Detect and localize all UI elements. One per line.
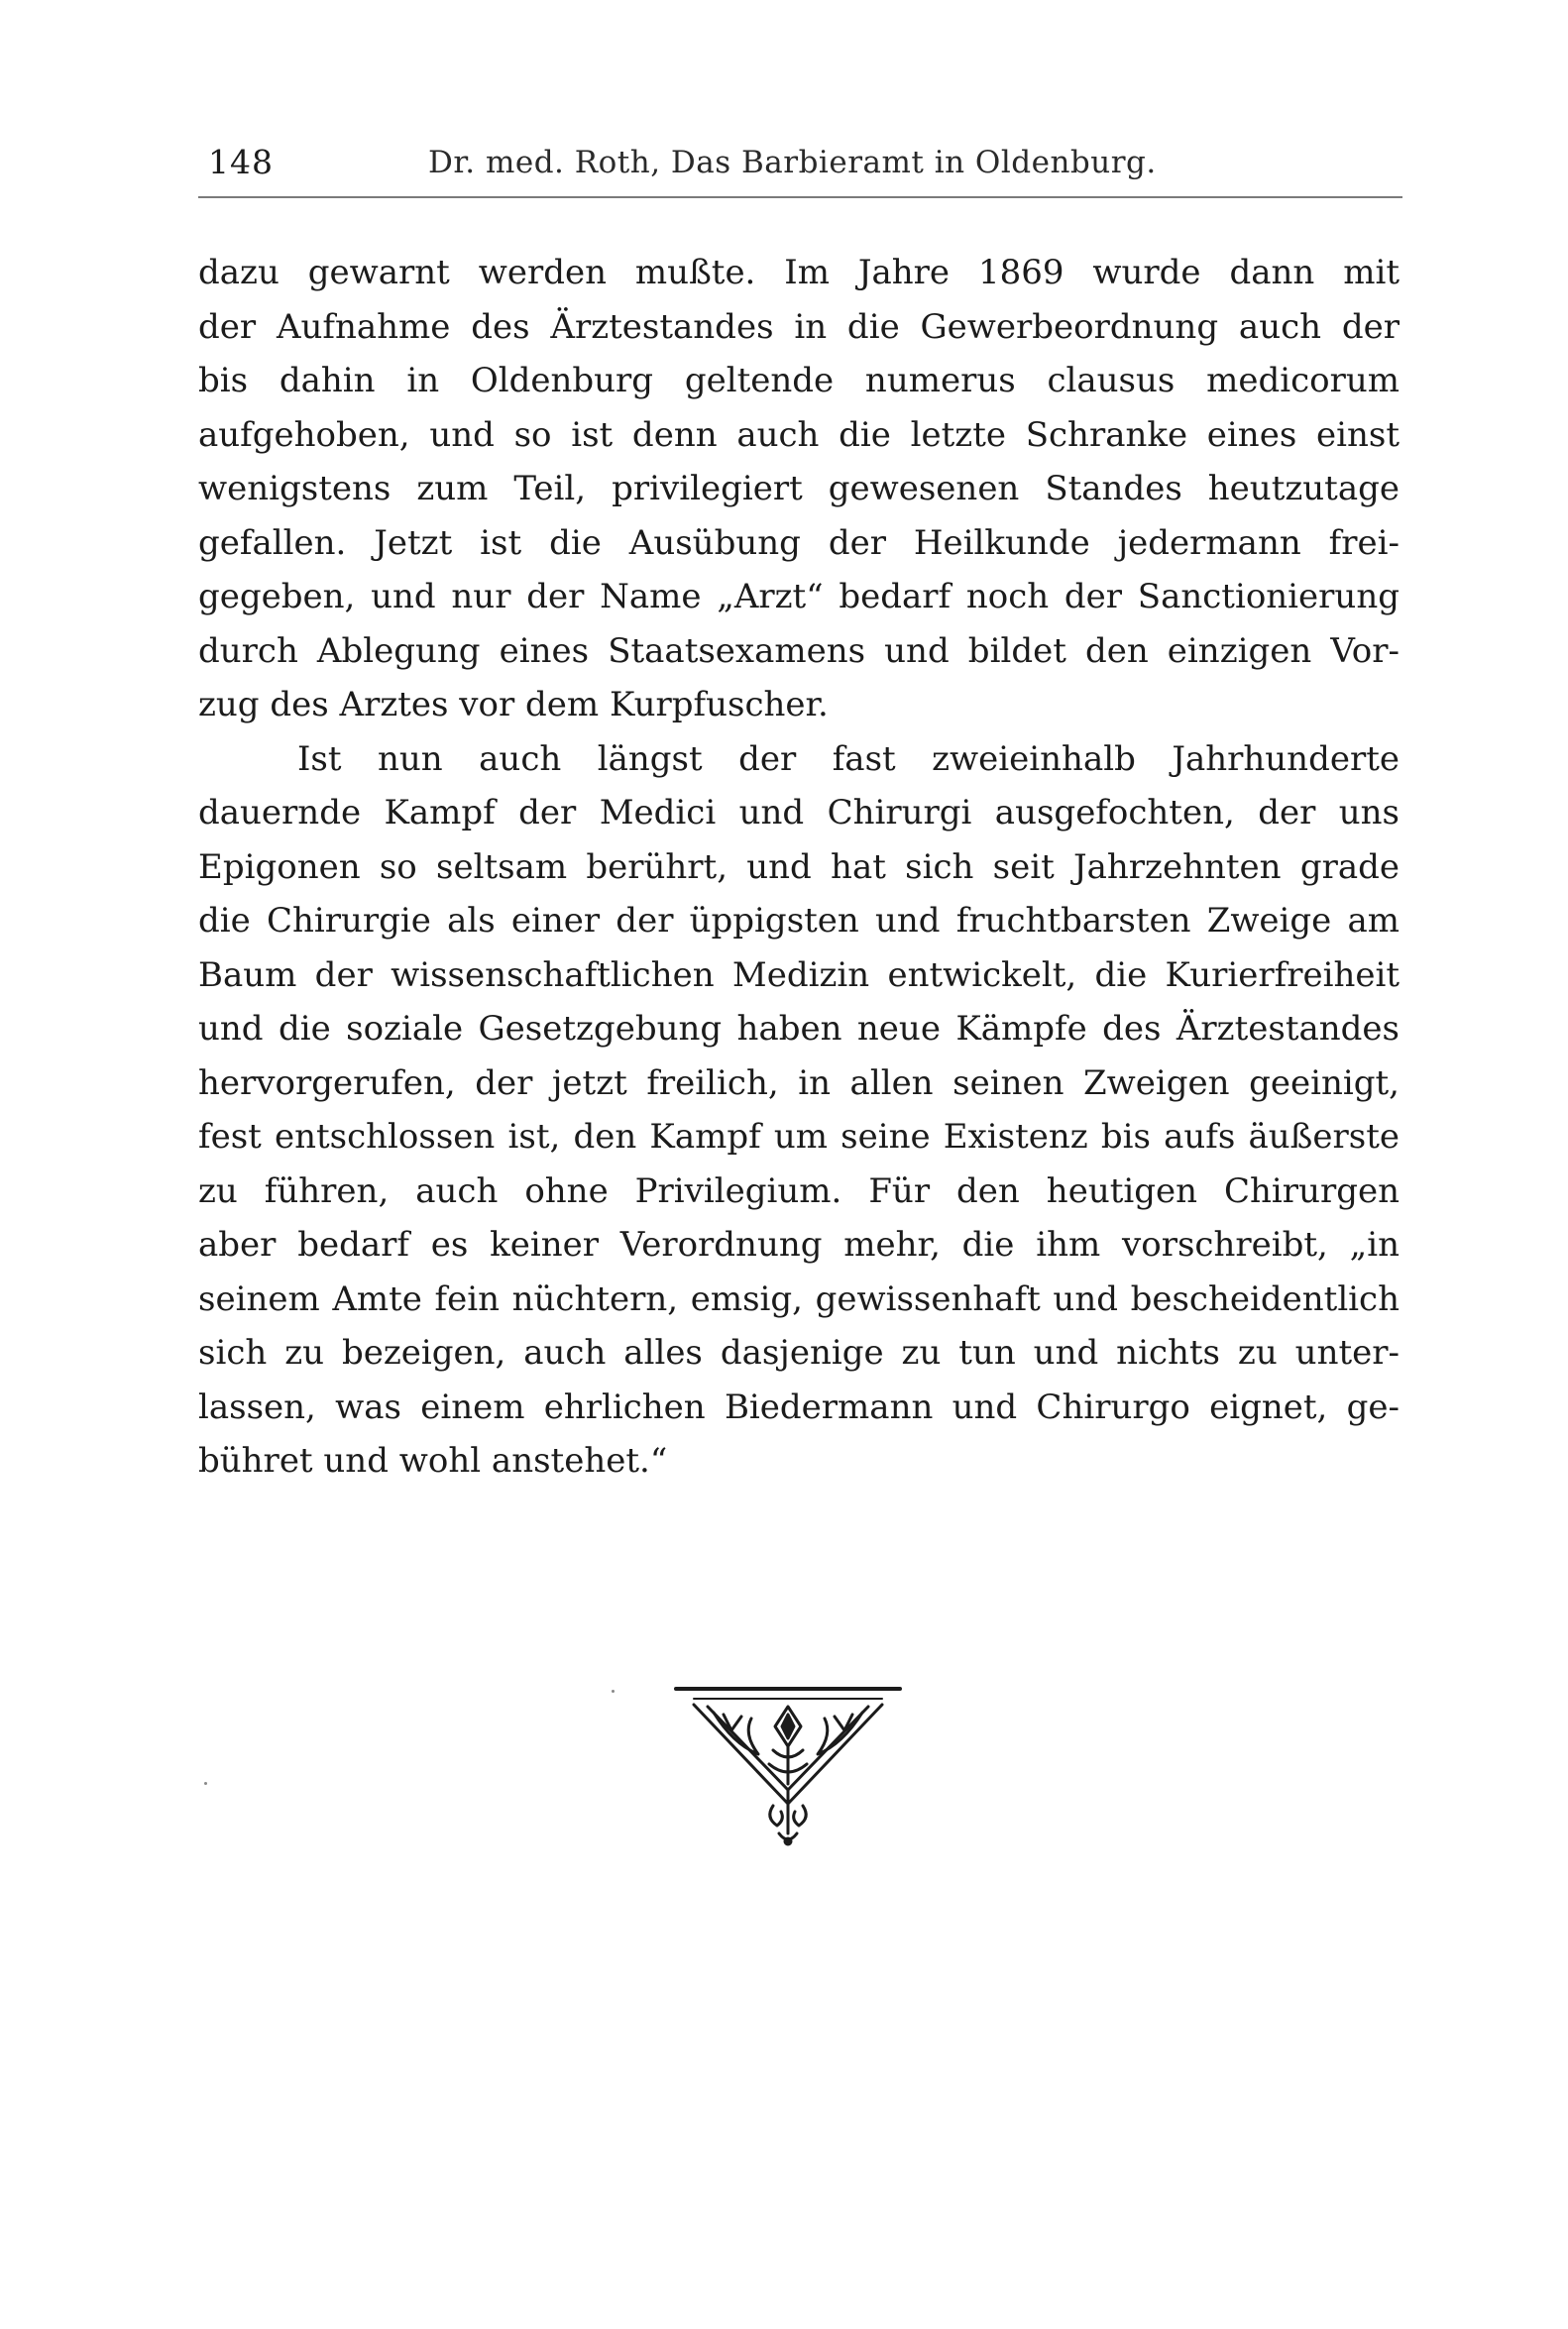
text-line: sich zu bezeigen, auch alles dasjenige zu tun und nichts zu unter- [198, 1333, 1400, 1373]
text-line: durch Ablegung eines Staatsexamens und bildet den einzigen Vor- [198, 630, 1400, 671]
text-line: dauernde Kampf der Medici und Chirurgi ausgefochten, der uns [198, 793, 1400, 832]
tailpiece-ornament-icon [674, 1685, 902, 1848]
header-rule [198, 196, 1402, 198]
running-head [198, 139, 1402, 188]
text-line: lassen, was einem ehrlichen Biedermann und Chirurgo eignet, ge- [198, 1386, 1400, 1427]
text-line: aufgehoben, und so ist denn auch die letzte Schranke eines einst [198, 414, 1400, 455]
text-line: Baum der wissenschaftlichen Medizin entwickelt, die Kurierfreiheit [198, 954, 1400, 995]
running-title: Dr. med. Roth, Das Barbieramt in Oldenburg. [428, 145, 1157, 180]
text-line: aber bedarf es keiner Verordnung mehr, die ihm vorschreibt, „in [198, 1225, 1400, 1265]
text-line: hervorgerufen, der jetzt freilich, in allen seinen Zweigen geeinigt, [198, 1062, 1400, 1103]
body-text [198, 246, 1400, 1489]
text-line: Ist nun auch längst der fast zweieinhalb Jahrhunderte [297, 738, 1400, 779]
paragraph-1 [198, 246, 1400, 732]
paragraph-2 [198, 732, 1400, 1489]
text-line: bis dahin in Oldenburg geltende numerus clausus medicorum [198, 361, 1400, 400]
paper-speck [612, 1690, 615, 1693]
text-line: fest entschlossen ist, den Kampf um seine Existenz bis aufs äußerste [198, 1117, 1400, 1157]
text-line: und die soziale Gesetzgebung haben neue Kämpfe des Ärztestandes [198, 1009, 1400, 1049]
text-line: gefallen. Jetzt ist die Ausübung der Heilkunde jedermann frei- [198, 522, 1400, 563]
text-line: die Chirurgie als einer der üppigsten und fruchtbarsten Zweige am [198, 901, 1400, 941]
text-line: zu führen, auch ohne Privilegium. Für den heutigen Chirurgen [198, 1170, 1400, 1211]
page-number: 148 [208, 143, 274, 181]
text-line: wenigstens zum Teil, privilegiert gewesenen Standes heutzutage [198, 469, 1400, 508]
text-line: Epigonen so seltsam berührt, und hat sich seit Jahrzehnten grade [198, 846, 1400, 887]
text-line: gegeben, und nur der Name „Arzt“ bedarf noch der Sanctionierung [198, 577, 1400, 616]
text-line: zug des Arztes vor dem Kurpfuscher. [198, 685, 829, 724]
text-line: seinem Amte fein nüchtern, emsig, gewissenhaft und bescheidentlich [198, 1278, 1400, 1319]
text-line: der Aufnahme des Ärztestandes in die Gewerbeordnung auch der [198, 306, 1400, 347]
text-line: dazu gewarnt werden mußte. Im Jahre 1869 wurde dann mit [198, 253, 1400, 292]
paper-speck [204, 1782, 207, 1785]
text-line: bühret und wohl anstehet.“ [198, 1441, 668, 1481]
